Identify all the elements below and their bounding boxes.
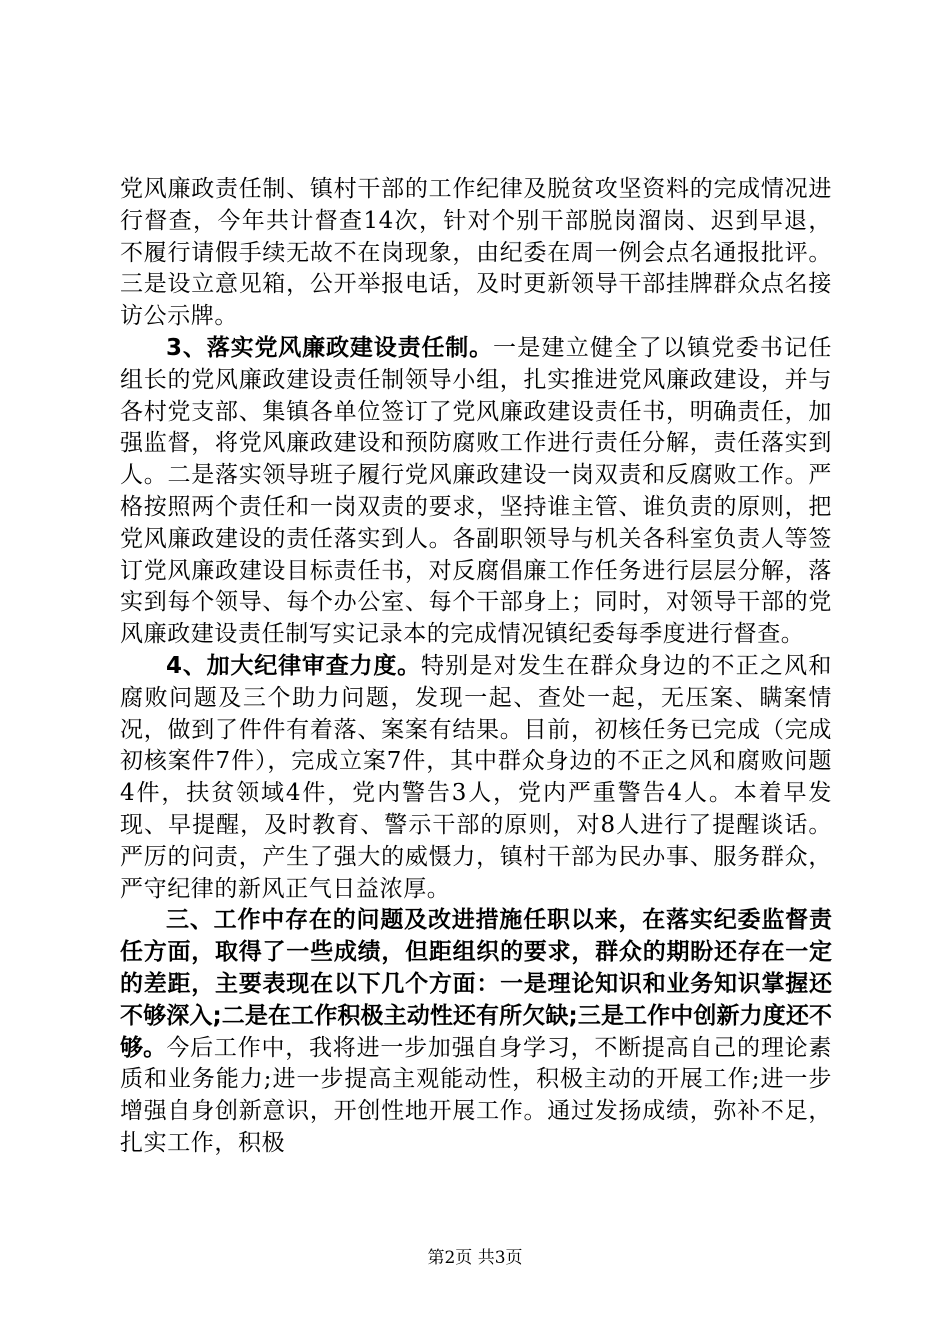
- paragraph-3: [120, 651, 832, 905]
- paragraph-1-text: 党风廉政责任制、镇村干部的工作纪律及脱贫攻坚资料的完成情况进行督查，今年共计督查14次，针对个别干部脱岗溜岗、迟到早退，不履行请假手续无故不在岗现象，由纪委在周一例会点名通报批评。三是设立意见箱，公开举报电话，及时更新领导干部挂牌群众点名接访公示牌。: [120, 176, 832, 330]
- paragraph-1: [120, 174, 832, 333]
- paragraph-4: [120, 905, 832, 1159]
- paragraph-2-heading: 3、落实党风廉政建设责任制。: [166, 334, 494, 361]
- page-number-label: 第2页 共3页: [427, 1248, 523, 1268]
- paragraph-3-text: 特别是对发生在群众身边的不正之风和腐败问题及三个助力问题，发现一起、查处一起，无压案、瞒案情况，做到了件件有着落、案案有结果。目前，初核任务已完成（完成初核案件7件），完成立案7件，其中群众身边的不正之风和腐败问题4件，扶贫领域4件，党内警告3人，党内严重警告4人。本着早发现、早提醒，及时教育、警示干部的原则，对8人进行了提醒谈话。严厉的问责，产生了强大的威慑力，镇村干部为民办事、服务群众，严守纪律的新风正气日益浓厚。: [120, 652, 832, 902]
- page-footer: [0, 1243, 950, 1268]
- paragraph-2: [120, 333, 832, 651]
- document-body: [120, 174, 832, 1160]
- paragraph-4-text: 今后工作中，我将进一步加强自身学习，不断提高自己的理论素质和业务能力;进一步提高主观能动性，积极主动的开展工作;进一步增强自身创新意识，开创性地开展工作。通过发扬成绩，弥补不足，扎实工作，积极: [120, 1034, 832, 1156]
- section-heading: 三、工作中存在的问题及改进措施任职以来，在落实纪委监督责任方面，取得了一些成绩，但距组织的要求，群众的期盼还存在一定的差距，主要表现在以下几个方面：一是理论知识和业务知识掌握还不够深入;二是在工作积极主动性还有所欠缺;三是工作中创新力度还不够。: [120, 907, 832, 1061]
- paragraph-3-heading: 4、加大纪律审查力度。: [166, 652, 421, 679]
- paragraph-2-text: 一是建立健全了以镇党委书记任组长的党风廉政建设责任制领导小组，扎实推进党风廉政建设，并与各村党支部、集镇各单位签订了党风廉政建设责任书，明确责任，加强监督，将党风廉政建设和预防腐败工作进行责任分解，责任落实到人。二是落实领导班子履行党风廉政建设一岗双责和反腐败工作。严格按照两个责任和一岗双责的要求，坚持谁主管、谁负责的原则，把党风廉政建设的责任落实到人。各副职领导与机关各科室负责人等签订党风廉政建设目标责任书，对反腐倡廉工作任务进行层层分解，落实到每个领导、每个办公室、每个干部身上；同时，对领导干部的党风廉政建设责任制写实记录本的完成情况镇纪委每季度进行督查。: [120, 334, 832, 648]
